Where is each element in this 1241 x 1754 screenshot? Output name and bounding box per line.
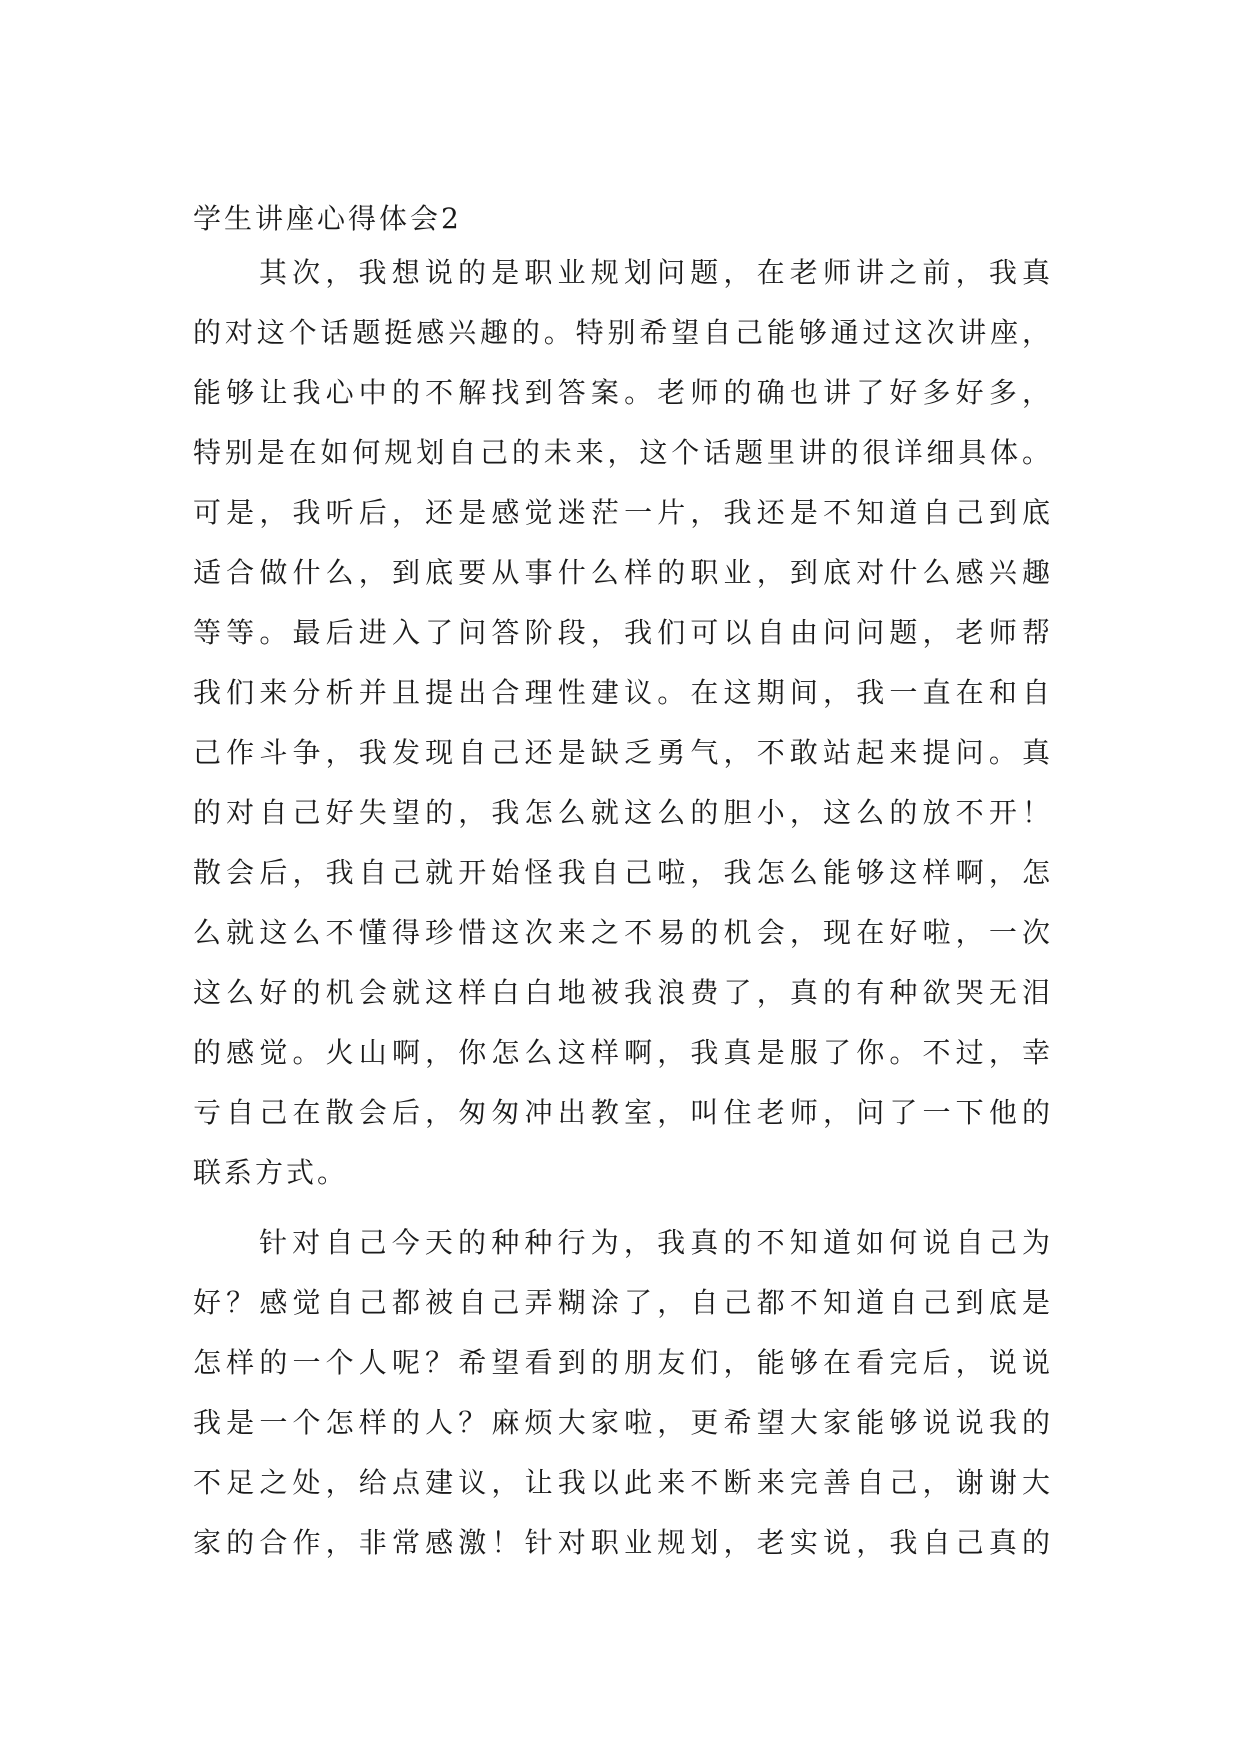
- paragraph-1: [193, 243, 1053, 1203]
- text-line: 己作斗争，我发现自己还是缺乏勇气，不敢站起来提问。真: [193, 736, 1053, 769]
- text-line: 这么好的机会就这样白白地被我浪费了，真的有种欲哭无泪: [193, 976, 1053, 1009]
- text-line: 散会后，我自己就开始怪我自己啦，我怎么能够这样啊，怎: [193, 856, 1053, 889]
- text-line: 适合做什么，到底要从事什么样的职业，到底对什么感兴趣: [193, 556, 1053, 589]
- text-line: 好？感觉自己都被自己弄糊涂了，自己都不知道自己到底是: [193, 1286, 1053, 1319]
- text-line: 其次，我想说的是职业规划问题，在老师讲之前，我真: [259, 256, 1053, 289]
- text-line: 的对自己好失望的，我怎么就这么的胆小，这么的放不开！: [193, 796, 1053, 829]
- document-body: [193, 195, 1053, 1583]
- text-line: 我是一个怎样的人？麻烦大家啦，更希望大家能够说说我的: [193, 1406, 1053, 1439]
- text-line: 能够让我心中的不解找到答案。老师的确也讲了好多好多，: [193, 376, 1053, 409]
- text-line: 等等。最后进入了问答阶段，我们可以自由问问题，老师帮: [193, 616, 1053, 649]
- text-line: 针对自己今天的种种行为，我真的不知道如何说自己为: [259, 1226, 1053, 1259]
- text-line: 联系方式。: [193, 1156, 349, 1189]
- paragraph-2: [193, 1213, 1053, 1573]
- text-line: 么就这么不懂得珍惜这次来之不易的机会，现在好啦，一次: [193, 916, 1053, 949]
- text-line: 特别是在如何规划自己的未来，这个话题里讲的很详细具体。: [193, 436, 1053, 469]
- text-line: 我们来分析并且提出合理性建议。在这期间，我一直在和自: [193, 676, 1053, 709]
- text-line: 的感觉。火山啊，你怎么这样啊，我真是服了你。不过，幸: [193, 1036, 1053, 1069]
- text-line: 可是，我听后，还是感觉迷茫一片，我还是不知道自己到底: [193, 496, 1053, 529]
- text-line: 的对这个话题挺感兴趣的。特别希望自己能够通过这次讲座，: [193, 316, 1053, 349]
- text-line: 怎样的一个人呢？希望看到的朋友们，能够在看完后，说说: [193, 1346, 1053, 1379]
- text-line: 家的合作，非常感激！针对职业规划，老实说，我自己真的: [193, 1526, 1053, 1559]
- text-line: 亏自己在散会后，匆匆冲出教室，叫住老师，问了一下他的: [193, 1096, 1053, 1129]
- document-title: 学生讲座心得体会2: [193, 202, 462, 235]
- text-line: 不足之处，给点建议，让我以此来不断来完善自己，谢谢大: [193, 1466, 1053, 1499]
